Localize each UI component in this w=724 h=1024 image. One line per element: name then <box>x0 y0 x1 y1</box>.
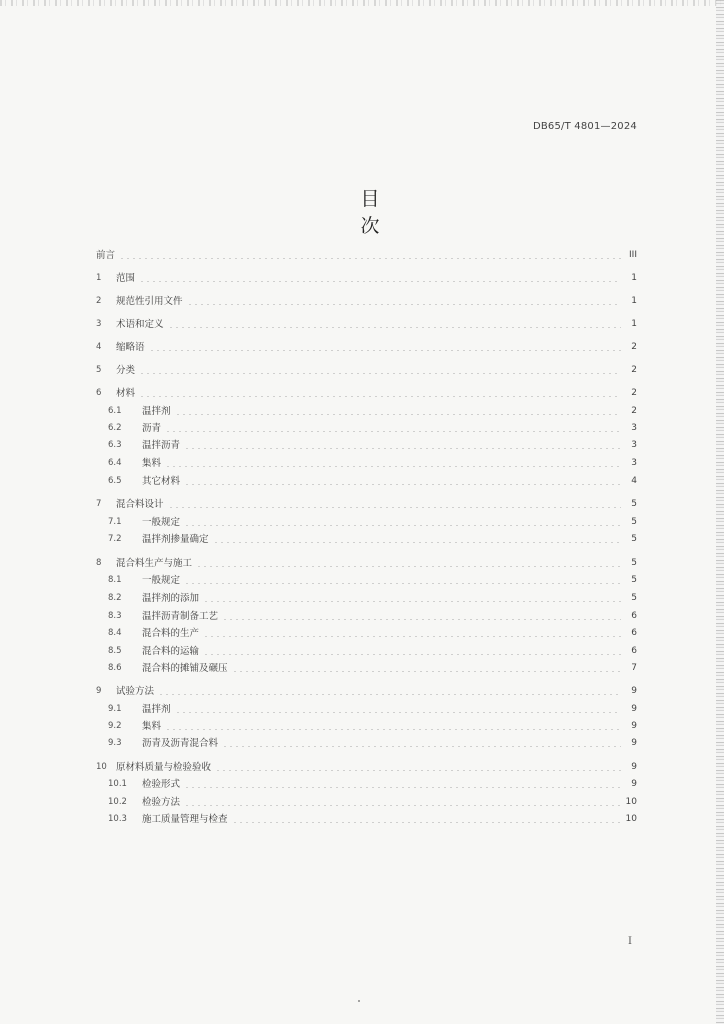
toc-entry-number: 6.3 <box>108 440 122 450</box>
page-number: I <box>628 936 632 947</box>
toc-entry-number: 6 <box>96 388 102 398</box>
toc-entry-page: 2 <box>631 342 637 352</box>
toc-entry-page: 5 <box>631 534 637 544</box>
toc-entry-page: 2 <box>631 406 637 416</box>
toc-entry-page: 9 <box>631 721 637 731</box>
toc-entry-label: 混合料的生产 <box>142 628 200 639</box>
toc-entry-page: III <box>629 250 637 260</box>
toc-entry-number: 2 <box>96 296 102 306</box>
toc-entry-label: 材料 <box>116 388 136 399</box>
toc-entry-page: 1 <box>631 273 637 283</box>
dot-leader <box>149 350 621 351</box>
toc-entry-page: 9 <box>631 779 637 789</box>
toc-entry-number: 10.2 <box>108 797 127 807</box>
toc-entry[interactable] <box>96 532 637 546</box>
toc-entry[interactable] <box>96 363 637 377</box>
toc-entry-number: 6.1 <box>108 406 122 416</box>
scan-speck <box>358 1000 360 1002</box>
dot-leader <box>222 746 621 747</box>
toc-entry-number: 8.2 <box>108 593 122 603</box>
toc-entry-number: 6.5 <box>108 476 122 486</box>
toc-entry[interactable] <box>96 591 637 605</box>
toc-entry-label: 温拌剂的添加 <box>142 593 200 604</box>
toc-entry-page: 4 <box>631 476 637 486</box>
toc-entry-number: 9 <box>96 686 102 696</box>
toc-entry-number: 8 <box>96 558 102 568</box>
toc-entry-label: 混合料的运输 <box>142 646 200 657</box>
toc-entry-label: 检验方法 <box>142 797 181 808</box>
toc-entry-label: 集料 <box>142 458 162 469</box>
toc-entry-label: 沥青 <box>142 423 162 434</box>
toc-entry[interactable] <box>96 404 637 418</box>
toc-entry[interactable] <box>96 438 637 452</box>
toc-entry-label: 集料 <box>142 721 162 732</box>
toc-entry-number: 6.2 <box>108 423 122 433</box>
toc-entry[interactable] <box>96 719 637 733</box>
toc-entry[interactable] <box>96 497 637 511</box>
toc-entry-number: 7.1 <box>108 517 122 527</box>
toc-entry-label: 混合料的摊铺及碾压 <box>142 663 228 674</box>
toc-entry-number: 5 <box>96 365 102 375</box>
toc-entry-page: 5 <box>631 575 637 585</box>
toc-entry[interactable] <box>96 248 637 262</box>
dot-leader <box>139 396 621 397</box>
dot-leader <box>203 601 621 602</box>
toc-entry[interactable] <box>96 515 637 529</box>
toc-entry[interactable] <box>96 795 637 809</box>
toc-entry-page: 9 <box>631 686 637 696</box>
toc-entry-page: 2 <box>631 388 637 398</box>
toc-entry-label: 温拌剂掺量确定 <box>142 534 209 545</box>
toc-entry[interactable] <box>96 609 637 623</box>
toc-entry[interactable] <box>96 573 637 587</box>
toc-entry-number: 9.1 <box>108 704 122 714</box>
toc-entry-number: 4 <box>96 342 102 352</box>
toc-entry-label: 混合料生产与施工 <box>116 558 193 569</box>
toc-entry-label: 温拌剂 <box>142 704 171 715</box>
toc-entry[interactable] <box>96 386 637 400</box>
toc-entry-number: 8.5 <box>108 646 122 656</box>
dot-leader <box>184 805 621 806</box>
toc-entry[interactable] <box>96 812 637 826</box>
toc-entry-page: 3 <box>631 440 637 450</box>
dot-leader <box>158 694 621 695</box>
toc-entry-number: 1 <box>96 273 102 283</box>
dot-leader <box>184 787 621 788</box>
dot-leader <box>168 327 621 328</box>
toc-entry[interactable] <box>96 294 637 308</box>
toc-entry-label: 分类 <box>116 365 136 376</box>
toc-entry-label: 一般规定 <box>142 575 181 586</box>
toc-entry-page: 9 <box>631 762 637 772</box>
toc-entry-number: 7 <box>96 499 102 509</box>
toc-entry-number: 8.1 <box>108 575 122 585</box>
toc-entry[interactable] <box>96 340 637 354</box>
dot-leader <box>184 448 621 449</box>
dot-leader <box>119 258 621 259</box>
toc-entry-label: 检验形式 <box>142 779 181 790</box>
toc-entry-page: 5 <box>631 558 637 568</box>
toc-entry-page: 3 <box>631 458 637 468</box>
toc-entry-page: 3 <box>631 423 637 433</box>
toc-entry-label: 温拌沥青 <box>142 440 181 451</box>
toc-entry-page: 5 <box>631 517 637 527</box>
dot-leader <box>222 619 621 620</box>
toc-entry-label: 规范性引用文件 <box>116 296 183 307</box>
toc-entry-page: 9 <box>631 738 637 748</box>
toc-entry-number: 3 <box>96 319 102 329</box>
toc-entry-label: 温拌剂 <box>142 406 171 417</box>
toc-entry-label: 缩略语 <box>116 342 145 353</box>
dot-leader <box>184 484 621 485</box>
toc-entry-label: 其它材料 <box>142 476 181 487</box>
toc-entry-number: 9.3 <box>108 738 122 748</box>
toc-entry-page: 10 <box>625 797 637 807</box>
toc-entry-label: 混合料设计 <box>116 499 164 510</box>
toc-entry-page: 5 <box>631 593 637 603</box>
toc-entry-label: 原材料质量与检验验收 <box>116 762 212 773</box>
scan-edge-top <box>0 0 724 6</box>
toc-entry-label: 施工质量管理与检查 <box>142 814 228 825</box>
dot-leader <box>139 281 621 282</box>
toc-entry-page: 9 <box>631 704 637 714</box>
toc-entry-label: 前言 <box>96 250 116 261</box>
dot-leader <box>165 466 621 467</box>
toc-entry-page: 6 <box>631 611 637 621</box>
toc-entry-number: 8.6 <box>108 663 122 673</box>
toc-entry-number: 10 <box>96 762 107 772</box>
toc-entry-number: 6.4 <box>108 458 122 468</box>
toc-entry[interactable] <box>96 271 637 285</box>
dot-leader <box>232 671 621 672</box>
dot-leader <box>139 373 621 374</box>
toc-entry-label: 沥青及沥青混合料 <box>142 738 219 749</box>
toc-entry-number: 10.1 <box>108 779 127 789</box>
toc-entry-label: 一般规定 <box>142 517 181 528</box>
toc-entry-label: 温拌沥青制备工艺 <box>142 611 219 622</box>
toc-entry-number: 9.2 <box>108 721 122 731</box>
toc-entry-page: 5 <box>631 499 637 509</box>
toc-entry[interactable] <box>96 474 637 488</box>
dot-leader <box>175 712 621 713</box>
toc-entry-page: 1 <box>631 319 637 329</box>
toc-entry-number: 8.4 <box>108 628 122 638</box>
toc-entry-page: 2 <box>631 365 637 375</box>
dot-leader <box>203 636 621 637</box>
toc-entry-label: 范围 <box>116 273 136 284</box>
toc-entry-label: 术语和定义 <box>116 319 164 330</box>
toc-entry[interactable] <box>96 456 637 470</box>
dot-leader <box>213 542 621 543</box>
dot-leader <box>184 583 621 584</box>
toc-entry[interactable] <box>96 626 637 640</box>
toc-entry-page: 6 <box>631 646 637 656</box>
toc-entry-page: 7 <box>631 663 637 673</box>
toc-entry[interactable] <box>96 736 637 750</box>
dot-leader <box>184 525 621 526</box>
scan-edge-right <box>716 0 724 1024</box>
dot-leader <box>232 822 621 823</box>
toc-entry-number: 7.2 <box>108 534 122 544</box>
toc-entry-page: 6 <box>631 628 637 638</box>
dot-leader <box>187 304 621 305</box>
dot-leader <box>165 729 621 730</box>
toc-entry[interactable] <box>96 421 637 435</box>
dot-leader <box>168 507 621 508</box>
toc-entry[interactable] <box>96 556 637 570</box>
dot-leader <box>203 654 621 655</box>
toc-entry-number: 8.3 <box>108 611 122 621</box>
dot-leader <box>196 566 621 567</box>
toc-entry[interactable] <box>96 777 637 791</box>
toc-entry[interactable] <box>96 644 637 658</box>
dot-leader <box>175 414 621 415</box>
toc-entry[interactable] <box>96 702 637 716</box>
dot-leader <box>215 770 621 771</box>
toc-entry-label: 试验方法 <box>116 686 155 697</box>
toc-entry[interactable] <box>96 661 637 675</box>
toc-entry[interactable] <box>96 760 637 774</box>
toc-entry[interactable] <box>96 684 637 698</box>
page-title: 目 次 <box>360 188 495 237</box>
toc-entry[interactable] <box>96 317 637 331</box>
toc-entry-number: 10.3 <box>108 814 127 824</box>
toc-entry-page: 1 <box>631 296 637 306</box>
dot-leader <box>165 431 621 432</box>
toc-entry-page: 10 <box>625 814 637 824</box>
document-code: DB65/T 4801—2024 <box>532 121 637 132</box>
